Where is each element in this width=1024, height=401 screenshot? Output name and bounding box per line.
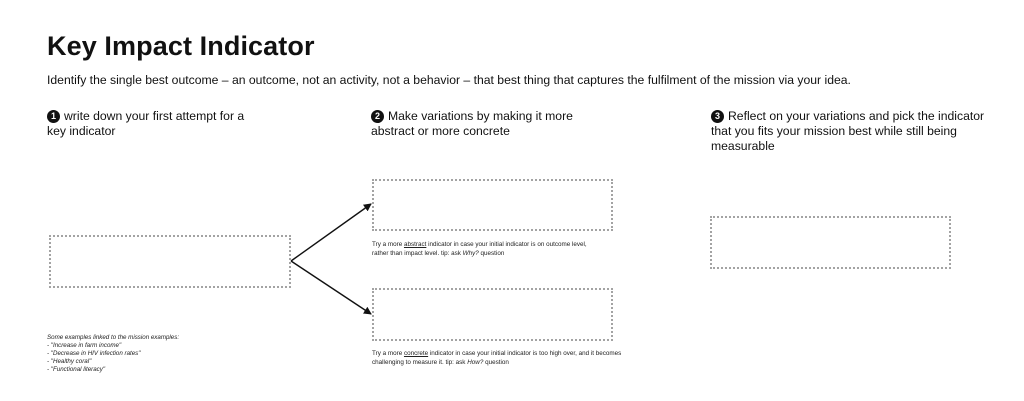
list-item: - "Functional literacy" (47, 366, 106, 373)
note-text: Try a more (372, 241, 404, 248)
note-tip: How? (467, 359, 484, 366)
list-item: - "Increase in farm income" (47, 342, 122, 349)
step-2-line2: abstract or more concrete (371, 124, 510, 138)
step-3-line2: that you fits your mission best while still being (711, 124, 957, 138)
mission-examples (47, 334, 179, 374)
page-title: Key Impact Indicator (47, 31, 315, 61)
arrow-to-concrete (291, 261, 371, 314)
abstract-tip-note (372, 240, 672, 258)
step-1-line2: key indicator (47, 124, 116, 138)
examples-heading: Some examples linked to the mission examples: (47, 334, 180, 341)
note-text: rather than impact level. tip: ask (372, 250, 463, 257)
note-text: indicator in case your initial indicator is too high over, and it becomes (428, 350, 622, 357)
note-text: challenging to measure it. tip: ask (372, 359, 468, 366)
step-1-line1: write down your first attempt for a (64, 109, 245, 123)
note-text: indicator in case your initial indicator is on outcome level, (426, 241, 587, 248)
note-keyword: abstract (403, 241, 427, 248)
note-tip: Why? (462, 250, 479, 257)
step-3-line1: Reflect on your variations and pick the indicator (728, 109, 985, 123)
intro-text: Identify the single best outcome – an outcome, not an activity, not a behavior – that best thing that captures the fulfilment of the mission via your idea. (47, 73, 851, 87)
step-number-badge: 1 (47, 110, 60, 123)
step-3-line3: measurable (711, 139, 775, 153)
note-text: question (483, 359, 509, 366)
note-keyword: concrete (403, 350, 429, 357)
list-item: - "Decrease in HIV infection rates" (47, 350, 141, 357)
step-2-line1: Make variations by making it more (388, 109, 573, 123)
arrow-to-abstract (291, 204, 371, 261)
note-text: question (478, 250, 505, 257)
step-number-badge: 3 (711, 110, 724, 123)
note-text: Try a more (372, 350, 404, 357)
concrete-tip-note (372, 349, 692, 367)
list-item: - "Healthy coral" (47, 358, 92, 365)
step-number-badge: 2 (371, 110, 384, 123)
